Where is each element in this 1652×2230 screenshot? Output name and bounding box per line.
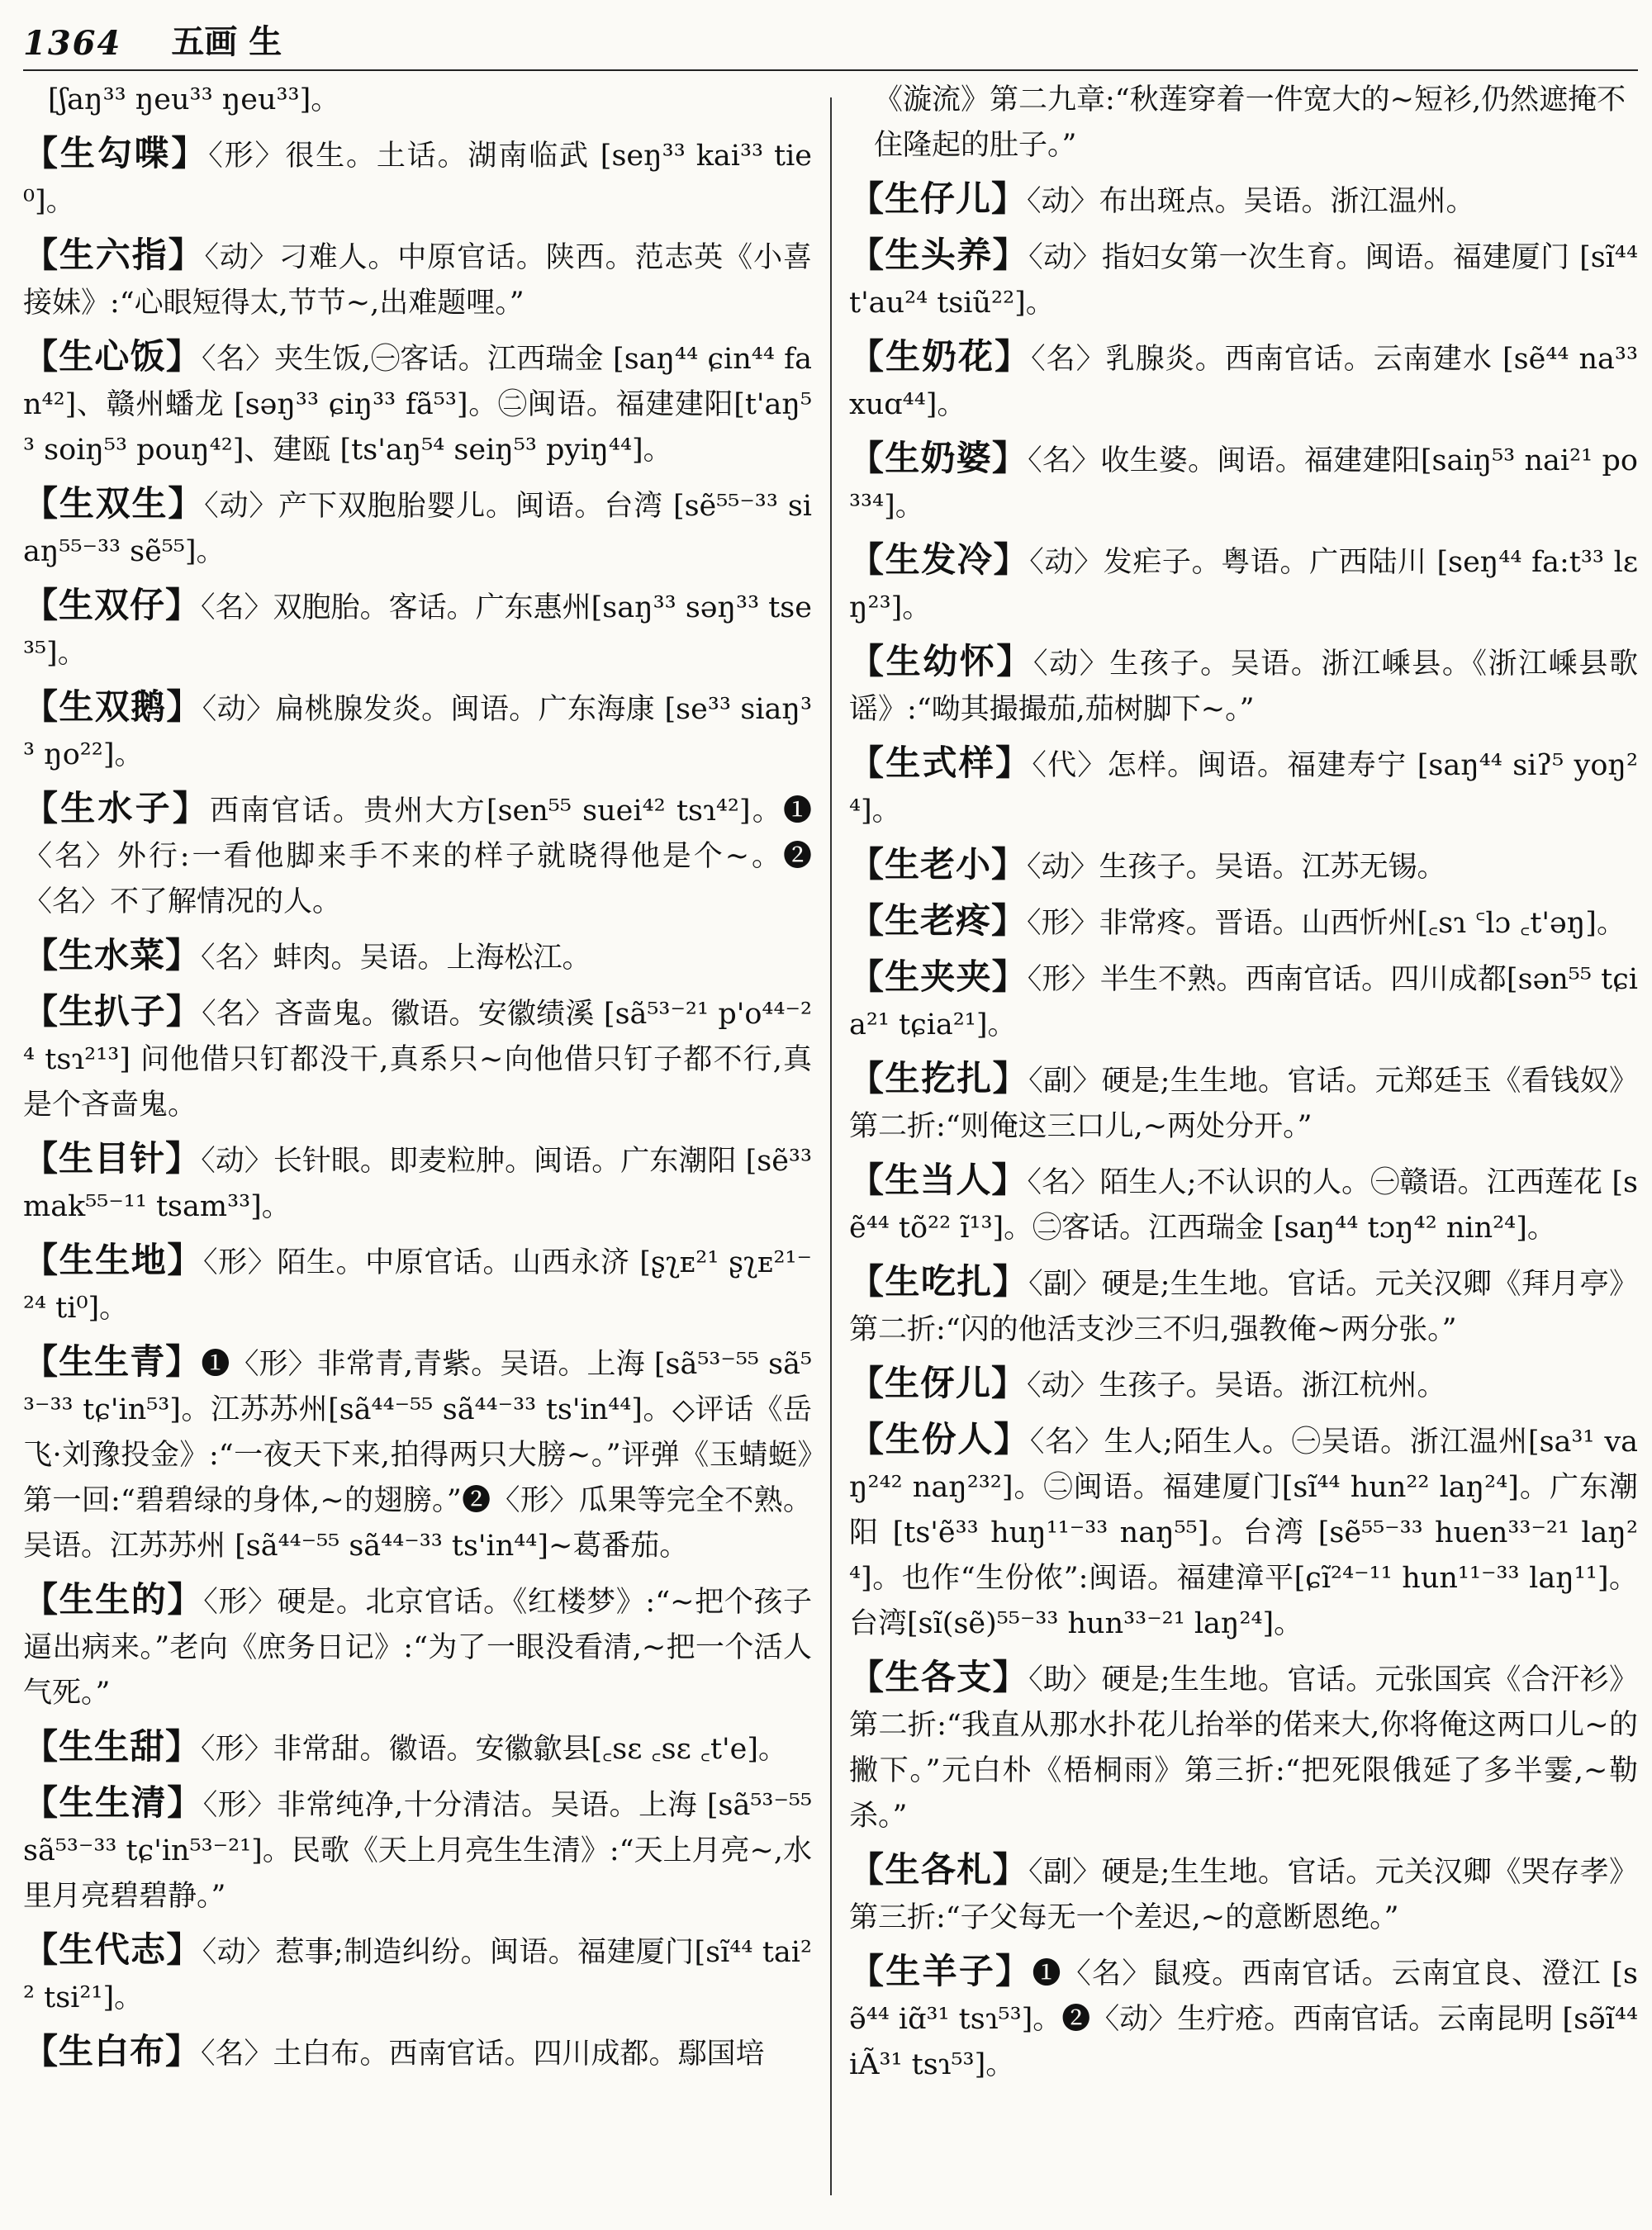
dictionary-entry — [23, 989, 812, 1128]
entry-definition: 〈动〉发疟子。粤语。广西陆川 [seŋ⁴⁴ fa:t³³ lɛŋ²³]。 — [849, 546, 1638, 624]
dictionary-entry — [23, 2028, 812, 2077]
entry-definition: 西南官话。贵州大方[sen⁵⁵ suei⁴² tsɿ⁴²]。❶〈名〉外行:一看他脚来手不来的样子就晓得他是个~。❷〈名〉不了解情况的人。 — [23, 795, 812, 918]
entry-headword: 【生六指】 — [23, 235, 205, 275]
dictionary-entry — [23, 1237, 812, 1331]
entry-headword: 【生老疼】 — [849, 900, 1028, 941]
entry-headword: 【生奶婆】 — [849, 438, 1028, 478]
dictionary-entry — [849, 537, 1638, 631]
entry-definition: 〈名〉生人;陌生人。㊀吴语。浙江温州[sa³¹ vaŋ²⁴² naŋ²³²]。㊁闽语。福建厦门[sĩ⁴⁴ hun²² laŋ²⁴]。广东潮阳 [ts'ẽ³³ huŋ¹¹⁻³³ naŋ⁵⁵]。台湾 [sẽ⁵⁵⁻³³ huen³³⁻²¹ laŋ²⁴]。也作“生份侬”:闽语。福建漳平[ɕĩ²⁴⁻¹¹ hun¹¹⁻³³ laŋ¹¹]。台湾[sĩ(sẽ)⁵⁵⁻³³ hun³³⁻²¹ laŋ²⁴]。 — [849, 1426, 1638, 1640]
entry-headword: 【生生地】 — [23, 1240, 204, 1280]
dictionary-entry — [849, 1259, 1638, 1353]
entry-definition: ❶〈形〉非常青,青紫。吴语。上海 [sã⁵³⁻⁵⁵ sã⁵³⁻³³ tɕ'in⁵³]。江苏苏州[sã⁴⁴⁻⁵⁵ sã⁴⁴⁻³³ ts'in⁴⁴]。◇评话《岳飞·刘豫投金》:“一夜天下来,拍得两只大膀~。”评弹《玉蜻蜓》第一回:“碧碧绿的身体,~的翅膀。”❷〈形〉瓜果等完全不熟。吴语。江苏苏州 [sã⁴⁴⁻⁵⁵ sã⁴⁴⁻³³ ts'in⁴⁴]~葛番茄。 — [23, 1348, 812, 1563]
running-head — [23, 18, 1638, 71]
dictionary-entry — [849, 232, 1638, 326]
entry-headword: 【生幼怀】 — [849, 641, 1033, 681]
continued-text: [ʃaŋ³³ ŋeu³³ ŋeu³³]。 — [48, 83, 340, 116]
dictionary-entry — [849, 176, 1638, 225]
entry-headword: 【生老小】 — [849, 844, 1028, 885]
dictionary-entry — [849, 1654, 1638, 1839]
entry-definition: 〈动〉生孩子。吴语。浙江杭州。 — [1027, 1369, 1446, 1402]
entry-definition: 〈名〉夹生饭,㊀客话。江西瑞金 [saŋ⁴⁴ ɕin⁴⁴ fan⁴²]、赣州蟠龙 [səŋ³³ ɕiŋ³³ fã⁵³]。㊁闽语。福建建阳[t'aŋ⁵³ soiŋ⁵³ pouŋ⁴²]、建瓯 [ts'aŋ⁵⁴ seiŋ⁵³ pyiŋ⁴⁴]。 — [23, 343, 812, 467]
entry-headword: 【生各札】 — [849, 1849, 1029, 1890]
entry-headword: 【生扒子】 — [23, 991, 202, 1032]
dictionary-entry — [849, 1948, 1638, 2088]
entry-definition: 〈形〉硬是。北京官话。《红楼梦》:“~把个孩子逼出病来。”老向《庶务日记》:“为了一眼没看清,~把一个活人气死。” — [23, 1586, 812, 1710]
entry-headword: 【生头养】 — [849, 235, 1029, 275]
dictionary-entry — [849, 740, 1638, 834]
entry-definition: 〈动〉刁难人。中原官话。陕西。范志英《小喜接妹》:“心眼短得太,节节~,出难题哩。” — [23, 241, 812, 320]
entry-definition: 〈动〉布出斑点。吴语。浙江温州。 — [1027, 185, 1475, 218]
entry-headword: 【生奶花】 — [849, 336, 1032, 377]
dictionary-entry — [23, 1927, 812, 2021]
entry-definition: 〈动〉扁桃腺发炎。闽语。广东海康 [se³³ siaŋ³³ ŋo²²]。 — [23, 693, 812, 771]
entry-headword: 【生水子】 — [23, 788, 211, 828]
dictionary-entry — [23, 232, 812, 326]
dictionary-entry — [849, 1157, 1638, 1251]
left-column — [23, 78, 812, 2209]
right-column — [849, 78, 1638, 2209]
dictionary-entry — [23, 1577, 812, 1716]
entry-definition: 〈名〉收生婆。闽语。福建建阳[saiŋ⁵³ nai²¹ po³³⁴]。 — [849, 444, 1638, 523]
entry-definition: 〈动〉指妇女第一次生育。闽语。福建厦门 [sĩ⁴⁴ t'au²⁴ tsiũ²²]。 — [849, 241, 1638, 320]
entry-headword: 【生扢扎】 — [849, 1058, 1029, 1098]
entry-headword: 【生伢儿】 — [849, 1363, 1028, 1403]
dictionary-entry — [849, 898, 1638, 947]
entry-headword: 【生代志】 — [23, 1929, 202, 1970]
entry-headword: 【生目针】 — [23, 1138, 202, 1179]
entry-headword: 【生生的】 — [23, 1579, 204, 1620]
entry-definition: 〈形〉非常疼。晋语。山西忻州[꜀sɿ ꜂lɔ ꜀t'əŋ]。 — [1027, 907, 1626, 940]
entry-headword: 【生水菜】 — [23, 935, 202, 975]
dictionary-entry — [23, 1136, 812, 1230]
entry-definition: 〈名〉蚌肉。吴语。上海松江。 — [201, 942, 591, 975]
entry-list — [23, 130, 812, 2077]
entry-definition: 〈副〉硬是;生生地。官话。元郑廷玉《看钱奴》第二折:“则俺这三口儿,~两处分开。” — [849, 1065, 1638, 1143]
entry-headword: 【生吃扎】 — [849, 1261, 1029, 1302]
entry-headword: 【生式样】 — [849, 743, 1032, 783]
dictionary-entry — [849, 1416, 1638, 1647]
dictionary-entry — [23, 334, 812, 473]
entry-headword: 【生心饭】 — [23, 336, 202, 377]
entry-headword: 【生生甜】 — [23, 1726, 202, 1767]
entry-definition: ❶〈名〉鼠疫。西南官话。云南宜良、澄江 [sə̃⁴⁴ iɑ̃³¹ tsɿ⁵³]。❷〈动〉生疔疮。西南官话。云南昆明 [sə̃ĩ⁴⁴ iÃ³¹ tsɿ⁵³]。 — [849, 1957, 1638, 2081]
entry-definition: 〈动〉产下双胞胎婴儿。闽语。台湾 [sẽ⁵⁵⁻³³ siaŋ⁵⁵⁻³³ sẽ⁵⁵]。 — [23, 490, 812, 568]
entry-definition: 〈名〉土白布。西南官话。四川成都。鄢国培 — [201, 2038, 765, 2071]
entry-definition: 〈名〉乳腺炎。西南官话。云南建水 [sẽ⁴⁴ na³³ xuɑ⁴⁴]。 — [849, 343, 1638, 421]
entry-headword: 【生生清】 — [23, 1782, 203, 1823]
entry-definition: 〈副〉硬是;生生地。官话。元关汉卿《哭存孝》第三折:“子父每无一个差迟,~的意断恩绝。” — [849, 1856, 1638, 1934]
entry-headword: 【生发冷】 — [849, 539, 1030, 580]
dictionary-entry — [849, 638, 1638, 733]
entry-definition: 〈名〉双胞胎。客话。广东惠州[saŋ³³ səŋ³³ tse³⁵]。 — [23, 591, 812, 670]
dictionary-entry — [849, 435, 1638, 529]
entry-definition: 〈动〉长针眼。即麦粒肿。闽语。广东潮阳 [sẽ³³ mak⁵⁵⁻¹¹ tsam³³]。 — [23, 1145, 812, 1223]
entry-definition: 〈名〉吝啬鬼。徽语。安徽绩溪 [sã⁵³⁻²¹ p'o⁴⁴⁻²⁴ tsɿ²¹³] 问他借只钉都没干,真系只~向他借只钉子都不行,真是个吝啬鬼。 — [23, 998, 812, 1122]
entry-headword: 【生份人】 — [849, 1419, 1030, 1459]
entry-headword: 【生勾喋】 — [23, 133, 209, 173]
dictionary-entry — [849, 1847, 1638, 1941]
entry-definition: 〈形〉非常纯净,十分清洁。吴语。上海 [sã⁵³⁻⁵⁵ sã⁵³⁻³³ tɕ'in⁵³⁻²¹]。民歌《天上月亮生生清》:“天上月亮~,水里月亮碧碧静。” — [23, 1789, 812, 1913]
continued-text: 《漩流》第二九章:“秋莲穿着一件宽大的~短衫,仍然遮掩不住隆起的肚子。” — [874, 83, 1626, 162]
entry-headword: 【生各支】 — [849, 1657, 1029, 1697]
entry-headword: 【生生青】 — [23, 1341, 202, 1382]
dictionary-entry — [849, 954, 1638, 1048]
entry-headword: 【生双生】 — [23, 483, 205, 524]
entry-headword: 【生仔儿】 — [849, 178, 1028, 219]
dictionary-entry — [23, 684, 812, 778]
entry-definition: 〈形〉非常甜。徽语。安徽歙县[꜀sɛ ꜀sɛ ꜀t'e]。 — [201, 1733, 787, 1766]
dictionary-entry — [849, 842, 1638, 890]
entry-headword: 【生当人】 — [849, 1160, 1028, 1200]
entry-definition: 〈形〉半生不熟。西南官话。四川成都[sən⁵⁵ tɕia²¹ tɕia²¹]。 — [849, 963, 1638, 1041]
entry-definition: 〈形〉陌生。中原官话。山西永济 [ʂʅᴇ²¹ ʂʅᴇ²¹⁻²⁴ ti⁰]。 — [23, 1246, 812, 1325]
dictionary-entry — [23, 785, 812, 925]
dictionary-entry — [23, 582, 812, 676]
dictionary-entry — [849, 1360, 1638, 1409]
entry-definition: 〈副〉硬是;生生地。官话。元关汉卿《拜月亭》第二折:“闪的他活支沙三不归,强教俺~两分张。” — [849, 1268, 1638, 1346]
section-title: 五画 生 — [171, 22, 282, 61]
entry-headword: 【生双鹅】 — [23, 686, 202, 727]
dictionary-entry — [849, 1056, 1638, 1150]
page-number: 1364 — [23, 24, 122, 63]
dictionary-entry — [23, 1339, 812, 1569]
dictionary-entry — [849, 334, 1638, 428]
entry-headword: 【生羊子】 — [849, 1951, 1032, 1991]
entry-headword: 【生夹夹】 — [849, 956, 1028, 997]
entry-headword: 【生双仔】 — [23, 585, 202, 625]
entry-definition: 〈助〉硬是;生生地。官话。元张国宾《合汗衫》第二折:“我直从那水扑花儿抬举的偌来大,你将俺这两口儿~的撇下。”元白朴《梧桐雨》第三折:“把死限俄延了多半霎,~勒杀。” — [849, 1663, 1638, 1833]
entry-definition: 〈代〉怎样。闽语。福建寿宁 [saŋ⁴⁴ siʔ⁵ yoŋ²⁴]。 — [849, 749, 1638, 828]
entry-definition: 〈动〉惹事;制造纠纷。闽语。福建厦门[sĩ⁴⁴ tai²² tsi²¹]。 — [23, 1936, 812, 2014]
dictionary-entry — [23, 130, 812, 225]
entry-definition: 〈名〉陌生人;不认识的人。㊀赣语。江西莲花 [sẽ⁴⁴ tõ²² ĩ¹³]。㊁客话。江西瑞金 [saŋ⁴⁴ tɔŋ⁴² nin²⁴]。 — [849, 1166, 1638, 1245]
column-divider — [830, 97, 832, 2195]
dictionary-entry — [23, 481, 812, 575]
dictionary-entry — [23, 1724, 812, 1772]
entry-definition: 〈形〉很生。土话。湖南临武 [seŋ³³ kai³³ tie⁰]。 — [23, 140, 812, 218]
dictionary-entry — [23, 932, 812, 981]
entry-definition: 〈动〉生孩子。吴语。浙江嵊县。《浙江嵊县歌谣》:“呦其撮撮茄,茄树脚下~。” — [849, 648, 1638, 726]
dictionary-entry — [23, 1780, 812, 1919]
entry-headword: 【生白布】 — [23, 2031, 202, 2071]
entry-definition: 〈动〉生孩子。吴语。江苏无锡。 — [1027, 851, 1446, 884]
entry-list — [849, 176, 1638, 2088]
